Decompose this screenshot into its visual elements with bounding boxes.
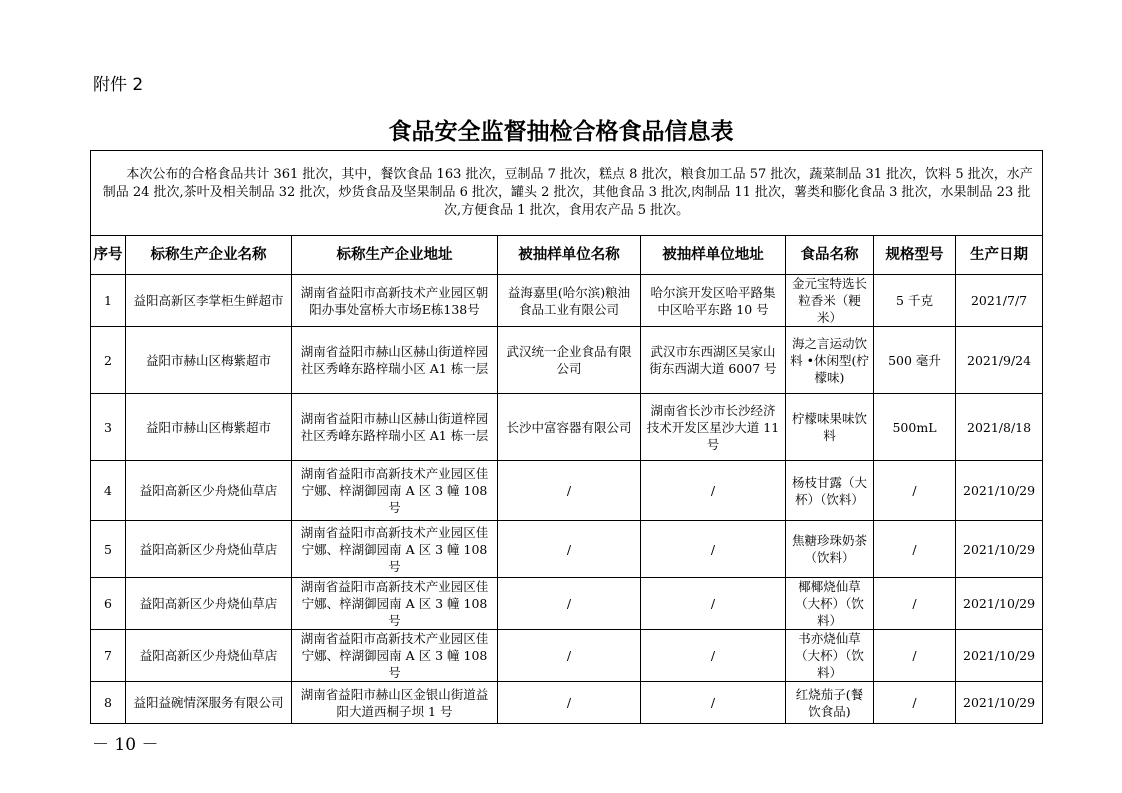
table-cell: 湖南省长沙市长沙经济技术开发区星沙大道 11 号 <box>641 394 786 461</box>
column-header: 生产日期 <box>956 236 1043 275</box>
table-cell: 湖南省益阳市高新技术产业园区朝阳办事处富桥大市场E栋138号 <box>292 275 498 327</box>
table-cell: 湖南省益阳市高新技术产业园区佳宁娜、梓湖御园南 A 区 3 幢 108 号 <box>292 578 498 630</box>
table-cell: / <box>874 578 956 630</box>
table-cell: 3 <box>91 394 126 461</box>
table-cell: 长沙中富容器有限公司 <box>498 394 641 461</box>
column-header: 被抽样单位地址 <box>641 236 786 275</box>
table-cell: 益阳市赫山区梅紫超市 <box>126 394 292 461</box>
table-cell: 湖南省益阳市高新技术产业园区佳宁娜、梓湖御园南 A 区 3 幢 108 号 <box>292 630 498 682</box>
table-cell: 2021/10/29 <box>956 630 1043 682</box>
table-cell: 7 <box>91 630 126 682</box>
table-cell: / <box>498 630 641 682</box>
table-cell: 焦糖珍珠奶茶（饮料） <box>786 521 874 578</box>
table-cell: 2021/7/7 <box>956 275 1043 327</box>
table-cell: 益阳高新区少舟烧仙草店 <box>126 578 292 630</box>
table-cell: 益阳市赫山区梅紫超市 <box>126 327 292 394</box>
table-cell: 湖南省益阳市赫山区赫山街道梓园社区秀峰东路梓瑞小区 A1 栋一层 <box>292 394 498 461</box>
table-row <box>91 578 1043 630</box>
table-cell: 4 <box>91 461 126 521</box>
table-row <box>91 461 1043 521</box>
table-cell: 8 <box>91 682 126 724</box>
table-cell: / <box>641 461 786 521</box>
table-cell: 2021/10/29 <box>956 521 1043 578</box>
table-row <box>91 327 1043 394</box>
table-cell: / <box>498 521 641 578</box>
table-cell: 2 <box>91 327 126 394</box>
table-cell: 益阳高新区少舟烧仙草店 <box>126 461 292 521</box>
column-header: 序号 <box>91 236 126 275</box>
table-cell: 500mL <box>874 394 956 461</box>
table-cell: / <box>874 461 956 521</box>
column-header: 规格型号 <box>874 236 956 275</box>
table-cell: 500 毫升 <box>874 327 956 394</box>
table-cell: 益海嘉里(哈尔滨)粮油食品工业有限公司 <box>498 275 641 327</box>
column-header: 被抽样单位名称 <box>498 236 641 275</box>
table-cell: / <box>641 682 786 724</box>
table-cell: 益阳高新区少舟烧仙草店 <box>126 630 292 682</box>
table-row <box>91 682 1043 724</box>
table-cell: 金元宝特选长粒香米（粳米） <box>786 275 874 327</box>
table-cell: 海之言运动饮料 •休闲型(柠檬味) <box>786 327 874 394</box>
table-cell: 2021/10/29 <box>956 682 1043 724</box>
table-cell: 2021/10/29 <box>956 578 1043 630</box>
table-cell: 湖南省益阳市高新技术产业园区佳宁娜、梓湖御园南 A 区 3 幢 108 号 <box>292 461 498 521</box>
table-cell: 柠檬味果味饮料 <box>786 394 874 461</box>
summary-text: 本次公布的合格食品共计 361 批次，其中，餐饮食品 163 批次，豆制品 7 批次，糕点 8 批次，粮食加工品 57 批次，蔬菜制品 31 批次，饮料 5 批次，水产制品 24 批次,茶叶及相关制品 32 批次，炒货食品及坚果制品 6 批次，罐头 2 批次，其他食品 3 批次,肉制品 11 批次，薯类和膨化食品 3 批次，水果制品 23 批次,方便食品 1 批次，食用农产品 5 批次。 <box>91 151 1043 236</box>
table-cell: 益阳益碗情深服务有限公司 <box>126 682 292 724</box>
table-cell: 1 <box>91 275 126 327</box>
table-cell: 椰椰烧仙草（大杯）（饮料） <box>786 578 874 630</box>
table-cell: / <box>498 682 641 724</box>
page-title: 食品安全监督抽检合格食品信息表 <box>388 119 734 145</box>
table-cell: / <box>641 521 786 578</box>
table-cell: 湖南省益阳市高新技术产业园区佳宁娜、梓湖御园南 A 区 3 幢 108 号 <box>292 521 498 578</box>
column-header: 食品名称 <box>786 236 874 275</box>
table-cell: / <box>641 578 786 630</box>
page-number: － 10 － <box>92 735 159 755</box>
table-cell: 湖南省益阳市赫山区赫山街道梓园社区秀峰东路梓瑞小区 A1 栋一层 <box>292 327 498 394</box>
table-cell: / <box>498 461 641 521</box>
table-cell: 6 <box>91 578 126 630</box>
column-header: 标称生产企业名称 <box>126 236 292 275</box>
table-cell: 杨枝甘露（大杯）（饮料） <box>786 461 874 521</box>
table-cell: 5 千克 <box>874 275 956 327</box>
table-row <box>91 394 1043 461</box>
column-header: 标称生产企业地址 <box>292 236 498 275</box>
table-cell: 书亦烧仙草（大杯）（饮料） <box>786 630 874 682</box>
table-cell: 湖南省益阳市赫山区金银山街道益阳大道西桐子坝 1 号 <box>292 682 498 724</box>
food-info-table <box>90 150 1043 724</box>
table-cell: / <box>498 578 641 630</box>
table-cell: / <box>874 630 956 682</box>
table-cell: 红烧茄子(餐饮食品) <box>786 682 874 724</box>
attachment-label: 附件 2 <box>93 75 144 95</box>
table-row <box>91 275 1043 327</box>
table-cell: / <box>641 630 786 682</box>
table-cell: 2021/10/29 <box>956 461 1043 521</box>
table-cell: 武汉市东西湖区吴家山街东西湖大道 6007 号 <box>641 327 786 394</box>
table-cell: 哈尔滨开发区哈平路集中区哈平东路 10 号 <box>641 275 786 327</box>
table-cell: 2021/9/24 <box>956 327 1043 394</box>
table-cell: 益阳高新区李掌柜生鲜超市 <box>126 275 292 327</box>
table-row <box>91 521 1043 578</box>
table-cell: 益阳高新区少舟烧仙草店 <box>126 521 292 578</box>
table-row <box>91 630 1043 682</box>
table-cell: 5 <box>91 521 126 578</box>
table-cell: 武汉统一企业食品有限公司 <box>498 327 641 394</box>
table-header <box>91 236 1043 275</box>
table-cell: 2021/8/18 <box>956 394 1043 461</box>
table-cell: / <box>874 682 956 724</box>
table-cell: / <box>874 521 956 578</box>
